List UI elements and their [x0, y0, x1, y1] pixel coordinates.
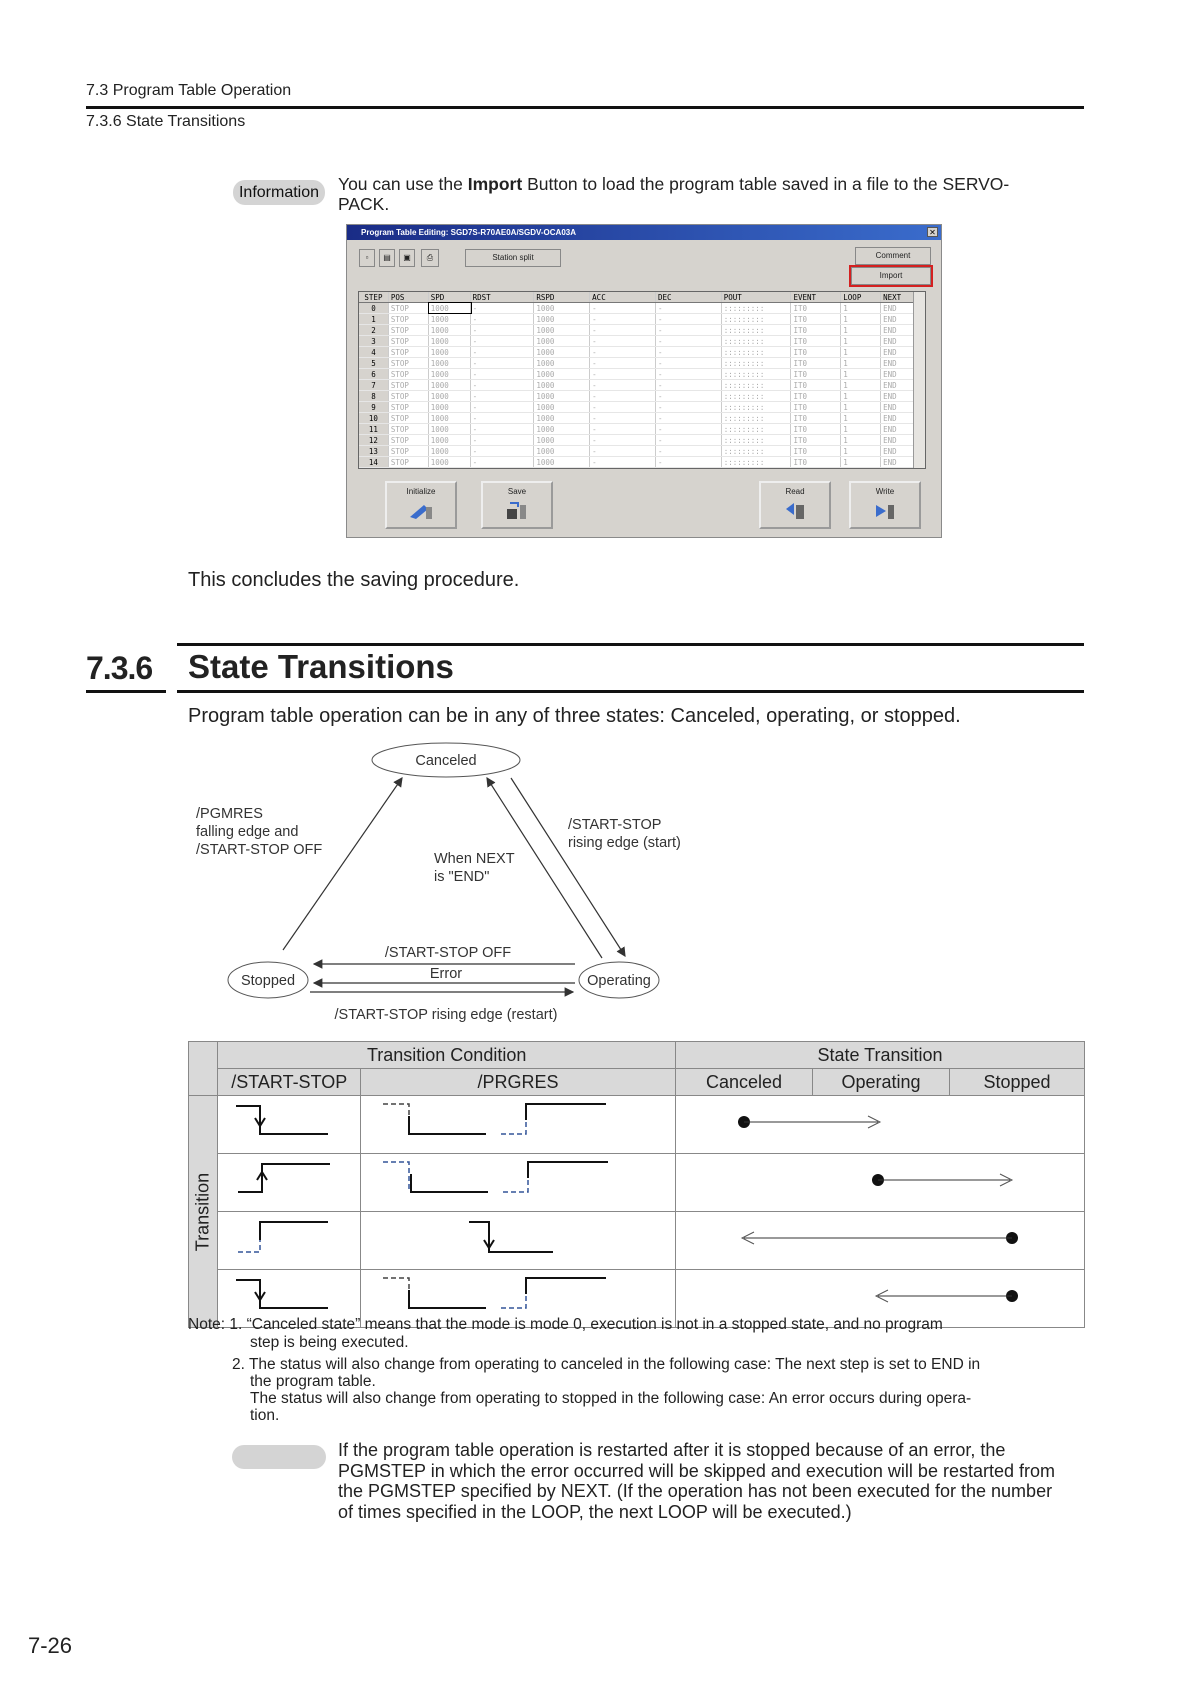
grid-cell[interactable]: -: [656, 314, 722, 324]
grid-cell[interactable]: 1: [841, 457, 881, 467]
grid-cell[interactable]: -: [590, 380, 656, 390]
grid-cell[interactable]: IT0: [791, 402, 841, 412]
table-row: [189, 1154, 1085, 1212]
grid-cell[interactable]: :::::::::: [722, 358, 792, 368]
grid-cell[interactable]: 7: [359, 380, 389, 390]
grid-row[interactable]: [359, 336, 925, 347]
print-icon[interactable]: ⎙: [421, 249, 439, 267]
grid-cell[interactable]: -: [590, 303, 656, 313]
prgres-waveform-cell: [361, 1096, 676, 1154]
grid-cell[interactable]: -: [656, 325, 722, 335]
grid-cell[interactable]: 1000: [429, 402, 471, 412]
save-label: Save: [507, 487, 527, 496]
grid-header-row: [359, 292, 925, 303]
grid-cell[interactable]: :::::::::: [722, 457, 792, 467]
grid-cell[interactable]: 1000: [534, 424, 590, 434]
grid-row[interactable]: [359, 435, 925, 446]
import-button[interactable]: [851, 267, 931, 285]
section-number: 7.3.6: [86, 650, 153, 686]
grid-cell[interactable]: :::::::::: [722, 380, 792, 390]
grid-cell[interactable]: 1000: [429, 457, 471, 467]
grid-cell[interactable]: IT0: [791, 303, 841, 313]
table-row: [189, 1096, 1085, 1154]
grid-cell[interactable]: :::::::::: [722, 325, 792, 335]
section-rule-top: [177, 643, 1084, 646]
grid-row[interactable]: [359, 380, 925, 391]
grid-cell[interactable]: -: [590, 457, 656, 467]
start-stop-waveform-cell: [218, 1212, 361, 1270]
grid-cell[interactable]: 1: [841, 347, 881, 357]
grid-row[interactable]: [359, 303, 925, 314]
grid-cell[interactable]: 1000: [429, 358, 471, 368]
grid-cell[interactable]: END: [881, 457, 925, 467]
rising-edge-waveform: [218, 1154, 358, 1206]
start-label-2: rising edge (start): [568, 835, 681, 851]
read-label: Read: [785, 487, 805, 496]
grid-row[interactable]: [359, 325, 925, 336]
grid-cell[interactable]: 11: [359, 424, 389, 434]
grid-cell[interactable]: -: [590, 413, 656, 423]
save-transfer-icon: [504, 501, 530, 521]
transition-side-cell: [189, 1096, 218, 1328]
canceled-header: Canceled: [675, 1069, 812, 1096]
grid-cell[interactable]: -: [471, 303, 535, 313]
grid-cell[interactable]: 1000: [534, 457, 590, 467]
read-icon: [782, 501, 808, 521]
grid-cell[interactable]: -: [656, 391, 722, 401]
grid-cell[interactable]: STOP: [389, 358, 429, 368]
grid-cell[interactable]: -: [656, 358, 722, 368]
start-stop-off-label: /START-STOP OFF: [384, 945, 512, 961]
stopped-to-operating-transition: [676, 1270, 1084, 1322]
grid-cell[interactable]: 1000: [534, 369, 590, 379]
state-transition-header: State Transition: [675, 1042, 1084, 1069]
state-transition-diagram: [180, 740, 720, 1030]
prgres-header: /PRGRES: [361, 1069, 676, 1096]
grid-cell[interactable]: IT0: [791, 435, 841, 445]
grid-cell[interactable]: END: [881, 446, 925, 456]
tip-text: If the program table operation is restarted after it is stopped because of an error, the PGMSTEP in which the error occurred will be skipped and execution will be restarted from the PGMSTEP specified by NEXT. (If the operation has not been executed for the number of times specified in the LOOP, the next LOOP will be executed.): [338, 1440, 1055, 1522]
grid-cell[interactable]: 1: [841, 380, 881, 390]
grid-cell[interactable]: IT0: [791, 391, 841, 401]
grid-cell[interactable]: 1000: [534, 314, 590, 324]
grid-cell[interactable]: 8: [359, 391, 389, 401]
prgres-pulse-waveform: [361, 1096, 673, 1148]
grid-cell[interactable]: 5: [359, 358, 389, 368]
grid-cell[interactable]: IT0: [791, 457, 841, 467]
grid-column-header: RDST: [471, 292, 535, 302]
grid-cell[interactable]: 1000: [429, 413, 471, 423]
grid-cell[interactable]: IT0: [791, 314, 841, 324]
grid-cell[interactable]: IT0: [791, 413, 841, 423]
grid-row[interactable]: [359, 413, 925, 424]
station-split-button[interactable]: [465, 249, 561, 267]
grid-row[interactable]: [359, 347, 925, 358]
operating-to-canceled-arrow: [487, 778, 602, 958]
grid-column-header: NEXT: [881, 292, 925, 302]
grid-column-header: EVENT: [791, 292, 841, 302]
header-rule: [86, 106, 1084, 109]
rising-edge-dashed-waveform: [218, 1212, 358, 1264]
restart-label: /START-STOP rising edge (restart): [334, 1007, 558, 1023]
grid-cell[interactable]: IT0: [791, 358, 841, 368]
grid-cell[interactable]: -: [590, 336, 656, 346]
grid-cell[interactable]: :::::::::: [722, 402, 792, 412]
grid-cell[interactable]: 13: [359, 446, 389, 456]
state-transition-cell: [675, 1212, 1084, 1270]
note-2-line-4: tion.: [250, 1407, 280, 1424]
note-1-line-1: Note: 1. “Canceled state” means that the mode is mode 0, execution is not in a stopped state, and no program: [188, 1316, 943, 1333]
stopped-to-canceled-arrow: [283, 778, 402, 950]
next-end-label-1: When NEXT: [434, 851, 515, 867]
grid-cell[interactable]: :::::::::: [722, 424, 792, 434]
grid-row[interactable]: [359, 314, 925, 325]
next-end-label-2: is "END": [434, 869, 490, 885]
grid-cell[interactable]: -: [471, 446, 535, 456]
grid-row[interactable]: [359, 446, 925, 457]
grid-cell[interactable]: :::::::::: [722, 314, 792, 324]
header-section: 7.3 Program Table Operation: [86, 82, 292, 99]
grid-cell[interactable]: 1000: [429, 380, 471, 390]
open-icon[interactable]: ▤: [379, 249, 395, 267]
program-table-grid[interactable]: [358, 291, 926, 469]
canceled-node-label: Canceled: [415, 753, 477, 769]
section-rule-bottom: [177, 690, 1084, 693]
grid-cell[interactable]: -: [471, 325, 535, 335]
grid-cell[interactable]: -: [656, 402, 722, 412]
grid-cell[interactable]: -: [656, 413, 722, 423]
grid-cell[interactable]: 1: [841, 358, 881, 368]
grid-cell[interactable]: 1000: [429, 369, 471, 379]
grid-cell[interactable]: IT0: [791, 424, 841, 434]
grid-cell[interactable]: IT0: [791, 369, 841, 379]
grid-cell[interactable]: -: [590, 424, 656, 434]
grid-cell[interactable]: 1000: [429, 347, 471, 357]
grid-column-header: RSPD: [534, 292, 590, 302]
grid-cell[interactable]: 1000: [429, 424, 471, 434]
grid-cell[interactable]: END: [881, 435, 925, 445]
grid-cell[interactable]: -: [471, 457, 535, 467]
grid-cell[interactable]: STOP: [389, 325, 429, 335]
vertical-scrollbar[interactable]: [913, 292, 925, 468]
grid-cell[interactable]: END: [881, 380, 925, 390]
stopped-header: Stopped: [950, 1069, 1085, 1096]
grid-cell[interactable]: 1000: [534, 336, 590, 346]
grid-cell[interactable]: -: [471, 380, 535, 390]
grid-cell[interactable]: 1000: [534, 303, 590, 313]
grid-cell[interactable]: -: [656, 457, 722, 467]
grid-cell[interactable]: END: [881, 369, 925, 379]
grid-column-header: DEC: [656, 292, 722, 302]
grid-cell[interactable]: 1: [841, 413, 881, 423]
information-text: You can use the Import Button to load the program table saved in a file to the SERVO-PACK.: [338, 174, 1010, 214]
grid-cell[interactable]: STOP: [389, 424, 429, 434]
grid-cell[interactable]: 1: [359, 314, 389, 324]
grid-cell[interactable]: -: [656, 369, 722, 379]
grid-cell[interactable]: -: [590, 446, 656, 456]
grid-cell[interactable]: IT0: [791, 347, 841, 357]
grid-cell[interactable]: END: [881, 303, 925, 313]
grid-cell[interactable]: 1: [841, 303, 881, 313]
import-label: Import: [879, 271, 903, 280]
grid-cell[interactable]: 9: [359, 402, 389, 412]
grid-cell[interactable]: 1: [841, 391, 881, 401]
operating-to-stopped-transition: [676, 1154, 1084, 1206]
note-2-line-1: 2. The status will also change from operating to canceled in the following case: The next step is set to END in: [232, 1356, 981, 1373]
falling-edge-waveform: [218, 1270, 358, 1322]
error-label: Error: [429, 966, 463, 982]
grid-cell[interactable]: 1: [841, 369, 881, 379]
grid-cell[interactable]: IT0: [791, 380, 841, 390]
pgmres-label-1: /PGMRES: [196, 806, 263, 822]
note-1-line-2: step is being executed.: [250, 1334, 409, 1351]
window-title: Program Table Editing: SGD7S-R70AE0A/SGDV-OCA03A: [347, 225, 941, 240]
grid-cell[interactable]: 1000: [534, 435, 590, 445]
grid-cell[interactable]: IT0: [791, 325, 841, 335]
grid-cell[interactable]: STOP: [389, 457, 429, 467]
start-label-1: /START-STOP: [568, 817, 662, 833]
grid-cell[interactable]: -: [471, 435, 535, 445]
tip-badge: [232, 1445, 326, 1469]
grid-cell[interactable]: 1000: [429, 435, 471, 445]
grid-cell[interactable]: :::::::::: [722, 303, 792, 313]
new-icon[interactable]: ▫: [359, 249, 375, 267]
header-subsection: 7.3.6 State Transitions: [86, 113, 246, 130]
grid-cell[interactable]: 14: [359, 457, 389, 467]
write-icon: [872, 501, 898, 521]
close-icon[interactable]: ✕: [927, 227, 938, 237]
grid-cell[interactable]: 1000: [429, 391, 471, 401]
grid-cell[interactable]: END: [881, 314, 925, 324]
pgmres-label-3: /START-STOP OFF: [196, 842, 323, 858]
grid-cell[interactable]: -: [471, 347, 535, 357]
grid-cell[interactable]: :::::::::: [722, 413, 792, 423]
canceled-to-operating-arrow: [511, 778, 625, 956]
grid-cell[interactable]: -: [471, 314, 535, 324]
grid-cell[interactable]: -: [471, 369, 535, 379]
grid-cell[interactable]: 1000: [429, 325, 471, 335]
grid-cell[interactable]: 1000: [534, 358, 590, 368]
grid-row[interactable]: [359, 457, 925, 468]
grid-row[interactable]: [359, 424, 925, 435]
save-button[interactable]: [481, 481, 553, 529]
prgres-waveform-cell: [361, 1212, 676, 1270]
grid-cell[interactable]: :::::::::: [722, 347, 792, 357]
grid-cell[interactable]: STOP: [389, 446, 429, 456]
initialize-icon: [408, 501, 434, 521]
grid-cell[interactable]: STOP: [389, 402, 429, 412]
grid-column-header: POS: [389, 292, 429, 302]
grid-cell[interactable]: -: [471, 424, 535, 434]
initialize-label: Initialize: [406, 487, 436, 496]
grid-cell[interactable]: STOP: [389, 391, 429, 401]
grid-cell[interactable]: 1000: [534, 402, 590, 412]
grid-cell[interactable]: STOP: [389, 380, 429, 390]
grid-cell[interactable]: 1000: [534, 391, 590, 401]
transition-condition-header: Transition Condition: [218, 1042, 676, 1069]
save-icon[interactable]: ▣: [399, 249, 415, 267]
grid-cell[interactable]: -: [590, 435, 656, 445]
table-corner: [189, 1042, 218, 1096]
grid-cell[interactable]: STOP: [389, 303, 429, 313]
grid-cell[interactable]: :::::::::: [722, 336, 792, 346]
grid-cell[interactable]: END: [881, 391, 925, 401]
grid-cell[interactable]: :::::::::: [722, 446, 792, 456]
program-table-editing-window: [346, 224, 942, 538]
prgres-waveform-cell: [361, 1154, 676, 1212]
grid-cell[interactable]: STOP: [389, 435, 429, 445]
grid-cell[interactable]: -: [590, 347, 656, 357]
stopped-to-canceled-transition: [676, 1212, 1084, 1264]
grid-cell[interactable]: END: [881, 402, 925, 412]
grid-row[interactable]: [359, 402, 925, 413]
write-label: Write: [875, 487, 895, 496]
grid-cell[interactable]: 1: [841, 314, 881, 324]
grid-cell[interactable]: STOP: [389, 413, 429, 423]
state-transition-cell: [675, 1096, 1084, 1154]
transition-side-label: Transition: [192, 1172, 213, 1251]
state-transition-cell: [675, 1154, 1084, 1212]
pgmres-label-2: falling edge and: [196, 824, 299, 840]
grid-row[interactable]: [359, 358, 925, 369]
table-row: [189, 1212, 1085, 1270]
grid-cell[interactable]: -: [471, 413, 535, 423]
grid-cell[interactable]: 1000: [429, 303, 471, 313]
grid-cell[interactable]: 1: [841, 446, 881, 456]
grid-cell[interactable]: 1000: [534, 380, 590, 390]
section-intro: Program table operation can be in any of three states: Canceled, operating, or stopped.: [188, 705, 961, 727]
grid-cell[interactable]: -: [471, 391, 535, 401]
grid-column-header: ACC: [590, 292, 656, 302]
grid-cell[interactable]: END: [881, 336, 925, 346]
write-button[interactable]: [849, 481, 921, 529]
grid-cell[interactable]: -: [590, 402, 656, 412]
grid-cell[interactable]: -: [656, 380, 722, 390]
grid-cell[interactable]: -: [471, 402, 535, 412]
grid-cell[interactable]: 12: [359, 435, 389, 445]
grid-cell[interactable]: 1000: [534, 325, 590, 335]
falling-edge-waveform: [218, 1096, 358, 1148]
grid-cell[interactable]: 6: [359, 369, 389, 379]
grid-cell[interactable]: STOP: [389, 347, 429, 357]
grid-cell[interactable]: IT0: [791, 336, 841, 346]
note-2-line-2: the program table.: [250, 1373, 376, 1390]
grid-cell[interactable]: END: [881, 325, 925, 335]
grid-cell[interactable]: 4: [359, 347, 389, 357]
grid-cell[interactable]: :::::::::: [722, 369, 792, 379]
prgres-falling-waveform: [361, 1212, 673, 1264]
section-number-rule: [86, 690, 166, 693]
grid-cell[interactable]: -: [656, 347, 722, 357]
grid-cell[interactable]: END: [881, 424, 925, 434]
grid-cell[interactable]: -: [590, 391, 656, 401]
station-split-label: Station split: [492, 253, 534, 262]
grid-column-header: STEP: [359, 292, 389, 302]
grid-cell[interactable]: 1: [841, 402, 881, 412]
grid-cell[interactable]: END: [881, 413, 925, 423]
grid-cell[interactable]: 1: [841, 325, 881, 335]
comment-button[interactable]: [855, 247, 931, 265]
start-stop-header: /START-STOP: [218, 1069, 361, 1096]
grid-cell[interactable]: -: [590, 314, 656, 324]
grid-cell[interactable]: -: [656, 424, 722, 434]
grid-cell[interactable]: STOP: [389, 314, 429, 324]
grid-cell[interactable]: -: [656, 446, 722, 456]
grid-cell[interactable]: 10: [359, 413, 389, 423]
canceled-to-operating-transition: [676, 1096, 1084, 1148]
grid-cell[interactable]: -: [656, 435, 722, 445]
grid-row[interactable]: [359, 391, 925, 402]
grid-cell[interactable]: 1: [841, 424, 881, 434]
information-badge: Information: [233, 180, 325, 205]
grid-cell[interactable]: :::::::::: [722, 391, 792, 401]
comment-label: Comment: [875, 251, 911, 260]
grid-cell[interactable]: -: [656, 303, 722, 313]
grid-column-header: LOOP: [841, 292, 881, 302]
grid-cell[interactable]: 1000: [534, 446, 590, 456]
grid-column-header: POUT: [722, 292, 792, 302]
transition-table: [188, 1041, 1085, 1328]
grid-cell[interactable]: STOP: [389, 336, 429, 346]
grid-cell[interactable]: -: [656, 336, 722, 346]
operating-node-label: Operating: [587, 973, 651, 989]
grid-cell[interactable]: -: [471, 336, 535, 346]
page-number: 7-26: [28, 1633, 73, 1658]
grid-cell[interactable]: 1: [841, 435, 881, 445]
grid-cell[interactable]: -: [590, 325, 656, 335]
grid-cell[interactable]: IT0: [791, 446, 841, 456]
grid-cell[interactable]: 1000: [429, 314, 471, 324]
grid-row[interactable]: [359, 369, 925, 380]
start-stop-waveform-cell: [218, 1154, 361, 1212]
grid-cell[interactable]: 1000: [534, 413, 590, 423]
operating-header: Operating: [812, 1069, 949, 1096]
note-2-line-3: The status will also change from operating to stopped in the following case: An error occurs during opera-: [250, 1390, 972, 1407]
prgres-pulse-waveform: [361, 1270, 673, 1322]
grid-cell[interactable]: 1000: [429, 446, 471, 456]
grid-cell[interactable]: END: [881, 358, 925, 368]
grid-cell[interactable]: 1000: [534, 347, 590, 357]
prgres-pulse-waveform: [361, 1154, 673, 1206]
grid-column-header: SPD: [429, 292, 471, 302]
grid-cell[interactable]: STOP: [389, 369, 429, 379]
grid-cell[interactable]: 1000: [429, 336, 471, 346]
grid-cell[interactable]: 1: [841, 336, 881, 346]
grid-cell[interactable]: 2: [359, 325, 389, 335]
section-title: State Transitions: [188, 648, 454, 685]
grid-cell[interactable]: 3: [359, 336, 389, 346]
read-button[interactable]: [759, 481, 831, 529]
grid-cell[interactable]: 0: [359, 303, 389, 313]
grid-cell[interactable]: -: [590, 369, 656, 379]
initialize-button[interactable]: [385, 481, 457, 529]
conclusion-text: This concludes the saving procedure.: [188, 569, 520, 591]
start-stop-waveform-cell: [218, 1096, 361, 1154]
grid-cell[interactable]: -: [590, 358, 656, 368]
grid-cell[interactable]: :::::::::: [722, 435, 792, 445]
grid-cell[interactable]: -: [471, 358, 535, 368]
grid-cell[interactable]: END: [881, 347, 925, 357]
stopped-node-label: Stopped: [240, 973, 296, 989]
